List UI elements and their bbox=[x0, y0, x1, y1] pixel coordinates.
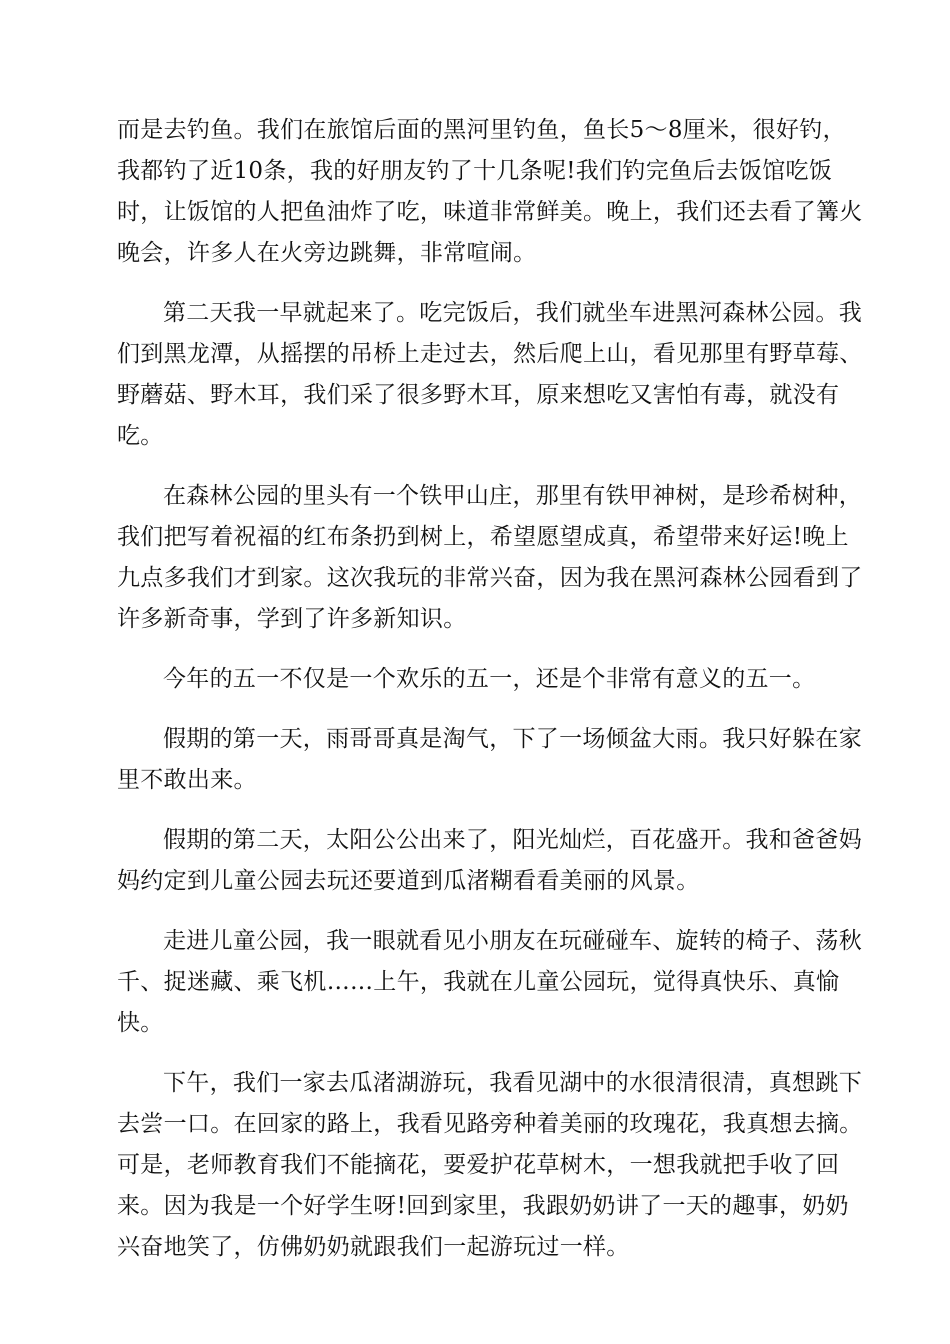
text-line: 妈约定到儿童公园去玩还要道到瓜渚糊看看美丽的风景。 bbox=[117, 868, 700, 894]
text-line: 吃。 bbox=[117, 423, 164, 449]
text-line: 晚会，许多人在火旁边跳舞，非常喧闹。 bbox=[117, 240, 537, 266]
text-line: 时，让饭馆的人把鱼油炸了吃，味道非常鲜美。晚上，我们还去看了篝火 bbox=[117, 199, 863, 225]
text-line: 兴奋地笑了，仿佛奶奶就跟我们一起游玩过一样。 bbox=[117, 1234, 630, 1260]
text-line: 走进儿童公园，我一眼就看见小朋友在玩碰碰车、旋转的椅子、荡秋 bbox=[163, 928, 862, 954]
text-line: 快。 bbox=[117, 1010, 164, 1036]
text-line: 九点多我们才到家。这次我玩的非常兴奋，因为我在黑河森林公园看到了 bbox=[117, 565, 863, 591]
text-line: 许多新奇事，学到了许多新知识。 bbox=[117, 606, 467, 632]
text-line: 去尝一口。在回家的路上，我看见路旁种着美丽的玫瑰花，我真想去摘。 bbox=[117, 1111, 863, 1137]
text-line: 下午，我们一家去瓜渚湖游玩，我看见湖中的水很清很清，真想跳下 bbox=[163, 1070, 862, 1096]
paragraph-7 bbox=[117, 921, 862, 1044]
text-line: 假期的第一天，雨哥哥真是淘气，下了一场倾盆大雨。我只好躲在家 bbox=[163, 726, 862, 752]
text-line: 我都钓了近10条，我的好朋友钓了十几条呢!我们钓完鱼后去饭馆吃饭 bbox=[117, 158, 833, 184]
text-line: 假期的第二天，太阳公公出来了，阳光灿烂，百花盛开。我和爸爸妈 bbox=[163, 827, 862, 853]
paragraph-6 bbox=[117, 820, 862, 902]
paragraph-3 bbox=[117, 476, 863, 640]
text-line: 们到黑龙潭，从摇摆的吊桥上走过去，然后爬上山，看见那里有野草莓、 bbox=[117, 341, 863, 367]
text-line: 千、捉迷藏、乘飞机……上午，我就在儿童公园玩，觉得真快乐、真愉 bbox=[117, 969, 840, 995]
paragraph-5 bbox=[117, 719, 862, 801]
document-body bbox=[117, 110, 863, 1287]
text-line: 在森林公园的里头有一个铁甲山庄，那里有铁甲神树，是珍希树种， bbox=[163, 483, 862, 509]
text-line: 我们把写着祝福的红布条扔到树上，希望愿望成真，希望带来好运!晚上 bbox=[117, 524, 849, 550]
paragraph-4 bbox=[117, 659, 837, 700]
text-line: 第二天我一早就起来了。吃完饭后，我们就坐车进黑河森林公园。我 bbox=[163, 300, 862, 326]
text-line: 可是，老师教育我们不能摘花，要爱护花草树木，一想我就把手收了回 bbox=[117, 1152, 840, 1178]
paragraph-2 bbox=[117, 293, 863, 457]
text-line: 来。因为我是一个好学生呀!回到家里，我跟奶奶讲了一天的趣事，奶奶 bbox=[117, 1193, 849, 1219]
text-line: 今年的五一不仅是一个欢乐的五一，还是个非常有意义的五一。 bbox=[163, 666, 816, 692]
paragraph-1 bbox=[117, 110, 863, 274]
paragraph-8 bbox=[117, 1063, 863, 1268]
text-line: 野蘑菇、野木耳，我们采了很多野木耳，原来想吃又害怕有毒，就没有 bbox=[117, 382, 840, 408]
text-line: 而是去钓鱼。我们在旅馆后面的黑河里钓鱼，鱼长5～8厘米，很好钓， bbox=[117, 117, 846, 143]
text-line: 里不敢出来。 bbox=[117, 767, 257, 793]
